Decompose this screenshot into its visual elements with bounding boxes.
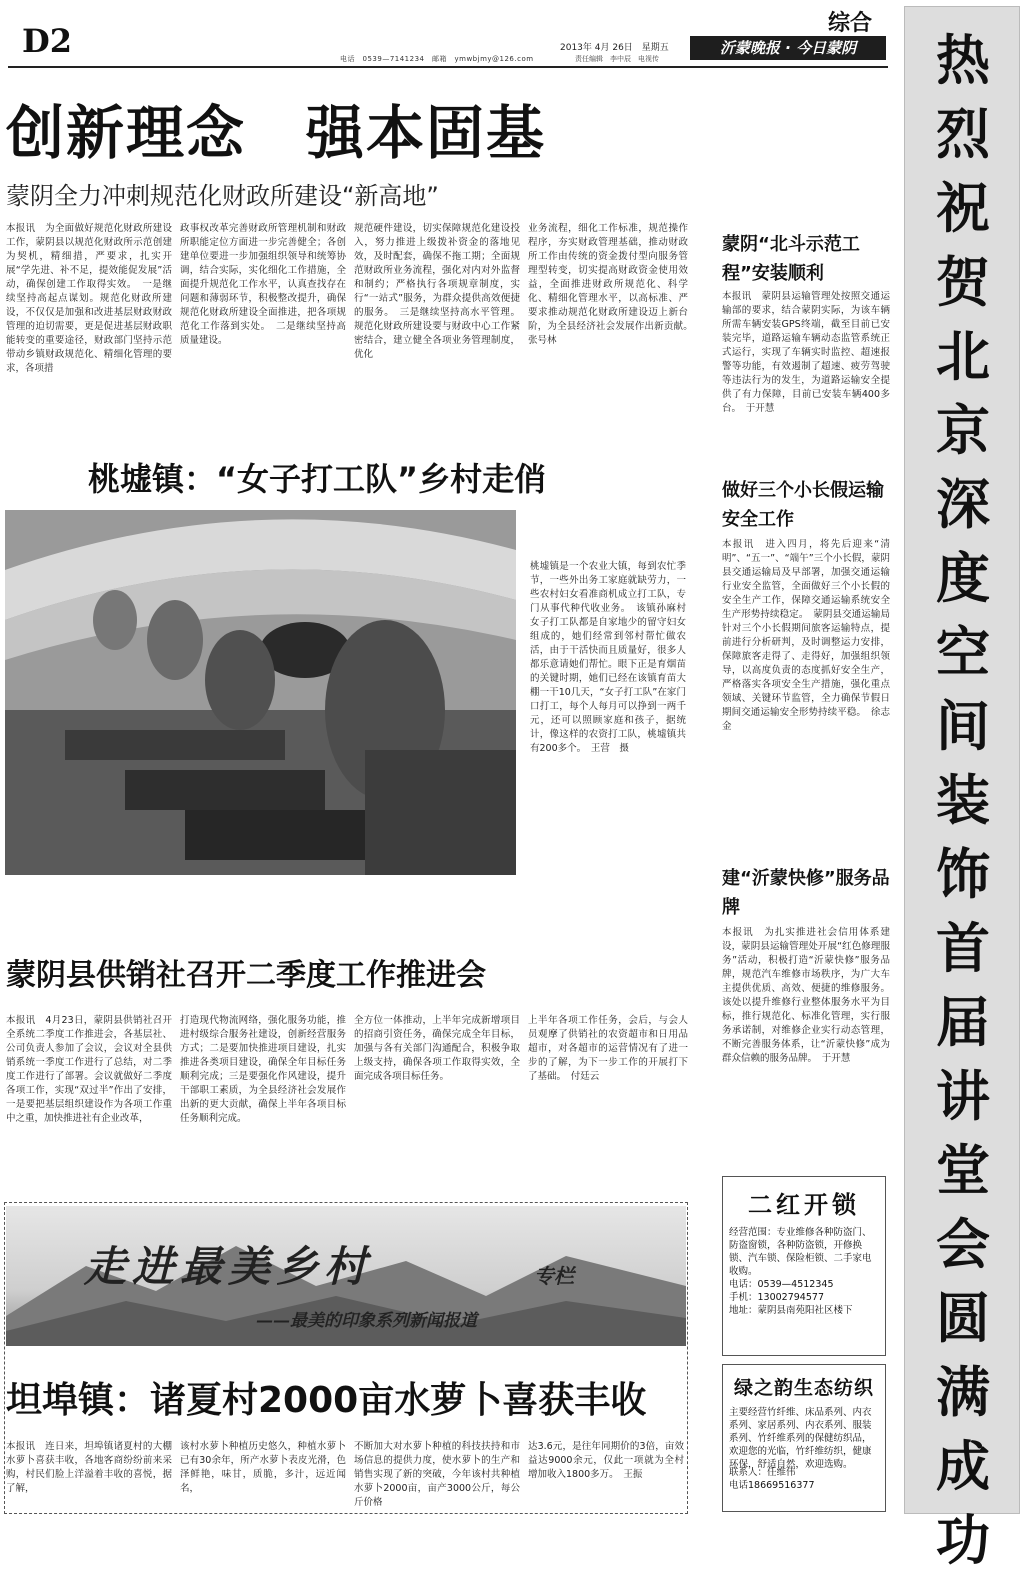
- special-column-tag: 专栏: [534, 1264, 574, 1288]
- article4-headline: 坦埠镇：诸夏村2000亩水萝卜喜获丰收: [6, 1380, 647, 1421]
- article3-col-4: 上半年各项工作任务，会后，与会人员观摩了供销社的农资超市和日用品超市，对各超市的运营情况有了进一步的了解，为下一步工作的开展打下了基础。 付廷云: [528, 1015, 688, 1082]
- article3-col-2: 打造现代物流网络，强化服务功能，推进村级综合服务社建设，创新经营服务方式；二是要加快推进项目建设，扎实推进各类项目建设，确保全年目标任务顺利完成；三是要强化作风建设，提升干部职工素质，为全县经济社会发展作出新的更大贡献，确保上半年各项目标任务顺利完成。: [180, 1015, 346, 1124]
- photo-illustration: [5, 510, 516, 875]
- article1-col-2: 政事权改革完善财政所管理机制和财政所职能定位方面进一步完善健全；各创建单位要进一步加强组织领导和统筹协调，结合实际，实化细化工作措施，全面提升规范化工作水平，认真查找存在问题和薄弱环节，积极整改提升，确保规范化财政所建设全面推进，把各项规范化工作落到实处。 二是继续坚持高质量建设。: [180, 223, 346, 346]
- article1-col-4: 业务流程，细化工作标准，规范操作程序，夯实财政管理基础，推动财政所工作由传统的资金拨付型向服务管理型转变，切实提高财政资金使用效益，全面推进财政所规范化、科学化、精细化管理水平，以高标准、严要求推动规范化财政所建设迈上新台阶，为全县经济社会发展作出新贡献。 张号林: [528, 223, 698, 346]
- special-column-title: 走进最美乡村: [84, 1242, 373, 1291]
- news3-title: 建“沂蒙快修”服务品牌: [722, 868, 890, 918]
- news1-title: 蒙阴“北斗示范工程”安装顺利: [722, 234, 860, 284]
- ad-locksmith-body: 经营范围：专业维修各种防盗门、防盗窗锁，各种防盗锁，开修换锁、汽车锁、保险柜锁、二手家电收购。: [729, 1227, 872, 1277]
- news1-body: 本报讯 蒙阴县运输管理处按照交通运输部的要求，结合蒙阴实际，为该车辆所需车辆安装GPS终端，截至目前已安装完毕，道路运输车辆动态监管系统正式运行，实现了车辆实时监控、超速报警等功能，有效遏制了超速、疲劳驾驶等违法行为的发生，为道路运输安全提供了有力保障，目前已安装车辆400多台。 于开慧: [722, 291, 890, 414]
- article4-col-1: 本报讯 连日来，坦埠镇诸夏村的大棚水萝卜喜获丰收，各地客商纷纷前来采购，村民们脸上洋溢着丰收的喜悦，据了解，: [6, 1441, 172, 1494]
- article3-col-3: 全方位一体推动，上半年完成新增项目的招商引资任务，确保完成全年目标，加强与各有关部门沟通配合，积极争取上级支持，确保各项工作取得实效，全面完成各项目标任务。: [354, 1015, 520, 1082]
- article1-col-3: 规范硬件建设，切实保障规范化建设投入，努力推进上级拨补资金的落地见效，及时配套，确保不拖工期；全面规范财政所业务流程，强化对内对外监督和制约；严格执行各项规章制度，实行“一站式”服务，为群众提供高效便捷的服务。 三是继续坚持高水平管理。规范化财政所建设要与财政中心工作紧密结合，建立健全各项业务管理制度，优化: [354, 223, 520, 360]
- newspaper-banner: 沂蒙晚报 · 今日蒙阴: [690, 36, 886, 60]
- article4-col-4: 达3.6元，是往年同期价的3倍，亩效益达9000余元，仅此一项就为全村增加收入1800多万。 王振: [528, 1441, 684, 1480]
- ad-textile-phone: 电话18669516377: [729, 1480, 815, 1491]
- header-rule: [8, 66, 888, 68]
- ad-textile-body: 主要经营竹纤维、床品系列、内衣系列、家居系列、内衣系列、服装系列、竹纤维系列的保健纺织品，欢迎您的光临，竹纤维纺织，健康环保，舒适自然，欢迎选购。: [729, 1407, 872, 1470]
- special-column-subtitle: ——最美的印象系列新闻报道: [256, 1311, 477, 1331]
- article2-body: 桃墟镇是一个农业大镇，每到农忙季节，一些外出务工家庭就缺劳力，一些农村妇女看准商机成立打工队，专门从事代种代收业务。 该镇孙麻村女子打工队都是自家地少的留守妇女组成的，她们经常到邻村帮忙做农活，由于干活快而且质量好，很多人都乐意请她们帮忙。眼下正是育烟苗的关键时期，她们已经在该镇育苗大棚一干10几天，“女子打工队”在家门口打工，每个人每月可以挣到一两千元，还可以照顾家庭和孩子，据统计，像这样的农资打工队，桃墟镇共有200多个。 王营 摄: [530, 561, 686, 754]
- section-name: 综合: [828, 11, 873, 36]
- article3-col-1: 本报讯 4月23日，蒙阴县供销社召开全系统二季度工作推进会，各基层社、公司负责人参加了会议，会议对全县供销系统一季度工作进行了总结，对二季度工作进行了部署。会议就做好二季度各项工作，实现“双过半”作出了安排，一是要把基层组织建设作为各项工作重中之重，加快推进社有企业改革，: [6, 1015, 172, 1124]
- ad-textile-title: 绿之韵生态纺织: [733, 1377, 874, 1399]
- header-editors: 责任编辑 李中辰 电视传: [575, 55, 659, 63]
- news3-body: 本报讯 为扎实推进社会信用体系建设，蒙阴县运输管理处开展“红色修理服务”活动，积极打造“沂蒙快修”服务品牌，规范汽车维修市场秩序，为广大车主提供优质、高效、便捷的维修服务。该处以提升维修行业整体服务水平为目标，推行规范化、标准化管理，实行服务承诺制，对维修企业实行动态管理，不断完善服务体系，让“沂蒙快修”成为群众信赖的服务品牌。 于开慧: [722, 927, 890, 1064]
- greenhouse-photo: [5, 510, 516, 875]
- ad-locksmith-title: 二红开锁: [748, 1190, 860, 1219]
- ad-locksmith-phone: 电话：0539—4512345: [729, 1279, 834, 1290]
- article4-col-2: 该村水萝卜种植历史悠久，种植水萝卜已有30余年，所产水萝卜表皮光滑，色泽鲜艳，味甘，质脆，多汁，远近闻名，: [180, 1441, 346, 1494]
- header-date: 2013年 4月 26日 星期五: [560, 43, 669, 53]
- news2-title: 做好三个小长假运输安全工作: [722, 480, 884, 530]
- article1-headline: 创新理念 强本固基: [6, 99, 547, 167]
- ad-locksmith-mobile: 手机：13002794577: [729, 1292, 824, 1303]
- side-congratulation-banner: [904, 6, 1020, 1572]
- ad-textile: [722, 1364, 886, 1512]
- news2-body: 本报讯 进入四月，将先后迎来“清明”、“五一”、“端午”三个小长假，蒙阴县交通运输局及早部署，加强交通运输行业安全监管，全面做好三个小长假的安全生产工作，保障交通运输系统安全生产形势持续稳定。 蒙阴县交通运输局针对三个小长假期间旅客运输特点，提前进行分析研判，及时调整运力安排，保障旅客走得了、走得好，加强组织领导，以高度负责的态度抓好安全生产，严格落实各项安全生产措施，强化重点领域、关键环节监管，全力确保节假日期间交通运输安全形势持续平稳。 徐志金: [722, 539, 890, 732]
- article1-subheadline: 蒙阴全力冲刺规范化财政所建设“新高地”: [6, 182, 439, 210]
- side-banner-text: 热 烈 祝 贺 北 京 深 度 空 间 装 饰 首 届 讲 堂 会 圆 满 成 功: [936, 28, 990, 1572]
- article4-col-3: 不断加大对水萝卜种植的科技扶持和市场信息的提供力度，使水萝卜的生产和销售实现了新的突破，今年该村共种植水萝卜2000亩，亩产3000公斤，每公斤价格: [354, 1441, 520, 1508]
- ad-locksmith-address: 地址：蒙阴县南苑阳社区楼下: [729, 1305, 853, 1316]
- ad-locksmith: [722, 1176, 886, 1356]
- ad-textile-contact: 联系人：任维伟: [729, 1467, 796, 1478]
- article3-headline: 蒙阴县供销社召开二季度工作推进会: [6, 958, 486, 993]
- article2-headline: 桃墟镇：“女子打工队”乡村走俏: [88, 460, 547, 498]
- page-number: D2: [22, 22, 73, 60]
- header-contact-info: 电话 0539—7141234 邮箱 ymwbjmy@126.com: [340, 55, 534, 63]
- article1-col-1: 本报讯 为全面做好规范化财政所建设工作，蒙阴县以规范化财政所示范创建为契机，精细措，严要求，扎实开展“学先进、补不足，提效能促发展”活动，确保创建工作取得实效。 一是继续坚持高起点谋划。规范化财政所建设，不仅仅是加强和改进基层财政财政管理的迫切需要，更是促进基层财政职能转变的重要途径，财政部门坚持示范带动乡镇财政规范化、精细化管理的要求，各项措: [6, 223, 172, 374]
